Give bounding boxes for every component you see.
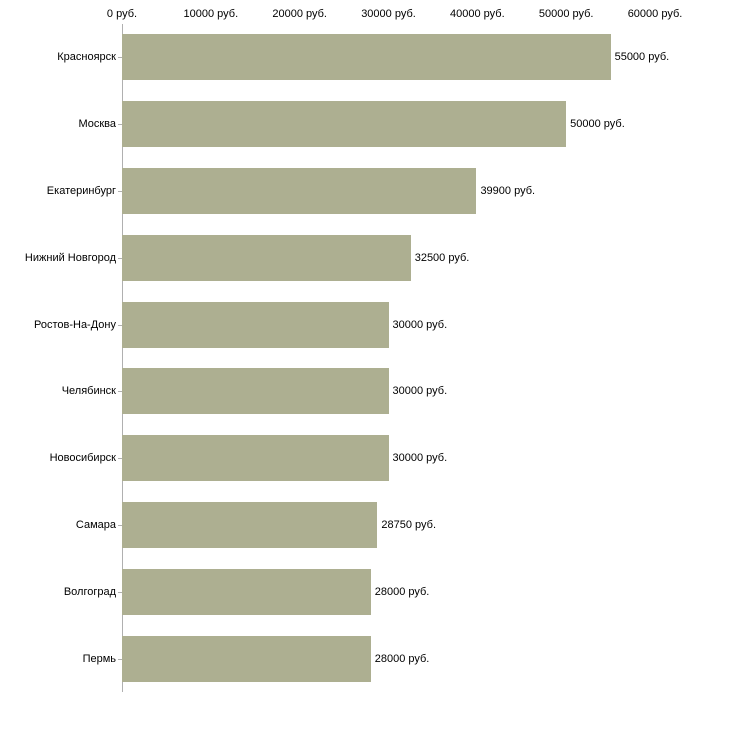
category-tick xyxy=(118,592,122,593)
bar-row xyxy=(122,636,655,682)
bar[interactable] xyxy=(122,502,377,548)
bar[interactable] xyxy=(122,569,371,615)
category-label: Пермь xyxy=(82,652,116,665)
category-tick xyxy=(118,57,122,58)
bar-value-label: 30000 руб. xyxy=(392,452,448,465)
bar-row xyxy=(122,302,655,348)
bar-row xyxy=(122,168,655,214)
bar[interactable] xyxy=(122,302,389,348)
category-tick xyxy=(118,124,122,125)
bar[interactable] xyxy=(122,168,476,214)
category-label: Новосибирск xyxy=(49,452,116,465)
category-tick xyxy=(118,659,122,660)
bar-row xyxy=(122,569,655,615)
category-tick xyxy=(118,191,122,192)
bar-value-label: 28000 руб. xyxy=(374,652,430,665)
bar[interactable] xyxy=(122,235,411,281)
category-label: Москва xyxy=(78,118,116,131)
bar[interactable] xyxy=(122,101,566,147)
x-axis-tick-label: 0 руб. xyxy=(106,8,138,20)
bar-value-label: 55000 руб. xyxy=(614,51,670,64)
x-axis-tick-label: 60000 руб. xyxy=(627,8,683,20)
bar-value-label: 28750 руб. xyxy=(381,519,437,531)
bar[interactable] xyxy=(122,435,389,481)
bar-row xyxy=(122,101,655,147)
bar[interactable] xyxy=(122,368,389,414)
category-label: Красноярск xyxy=(57,51,116,64)
category-tick xyxy=(118,391,122,392)
bar-row xyxy=(122,435,655,481)
bar-row xyxy=(122,502,655,548)
x-axis-tick-label: 20000 руб. xyxy=(272,8,327,20)
category-tick xyxy=(118,525,122,526)
category-label: Волгоград xyxy=(63,585,116,598)
bar-row xyxy=(122,34,670,80)
category-tick xyxy=(118,258,122,259)
category-label: Ростов-На-Дону xyxy=(33,318,116,331)
bar[interactable] xyxy=(122,34,611,80)
plot-area xyxy=(122,24,670,692)
bar-value-label: 32500 руб. xyxy=(414,251,470,264)
bar-value-label: 28000 руб. xyxy=(374,585,430,598)
bar-value-label: 30000 руб. xyxy=(392,318,448,331)
category-tick xyxy=(118,325,122,326)
bar-row xyxy=(122,368,655,414)
category-label: Нижний Новгород xyxy=(24,251,116,264)
bar-row xyxy=(122,235,655,281)
bar-value-label: 30000 руб. xyxy=(392,385,448,398)
x-axis-tick-label: 30000 руб. xyxy=(361,8,416,20)
bar[interactable] xyxy=(122,636,371,682)
x-axis-tick-label: 40000 руб. xyxy=(450,8,505,20)
x-axis-tick-label: 10000 руб. xyxy=(183,8,239,20)
category-label: Челябинск xyxy=(61,385,116,398)
category-tick xyxy=(118,458,122,459)
category-label: Самара xyxy=(75,519,116,531)
bar-value-label: 50000 руб. xyxy=(570,118,625,131)
x-axis-tick-label: 50000 руб. xyxy=(538,8,594,20)
x-axis-tick-labels xyxy=(0,0,730,24)
category-label: Екатеринбург xyxy=(46,185,116,197)
bar-value-label: 39900 руб. xyxy=(480,185,536,197)
